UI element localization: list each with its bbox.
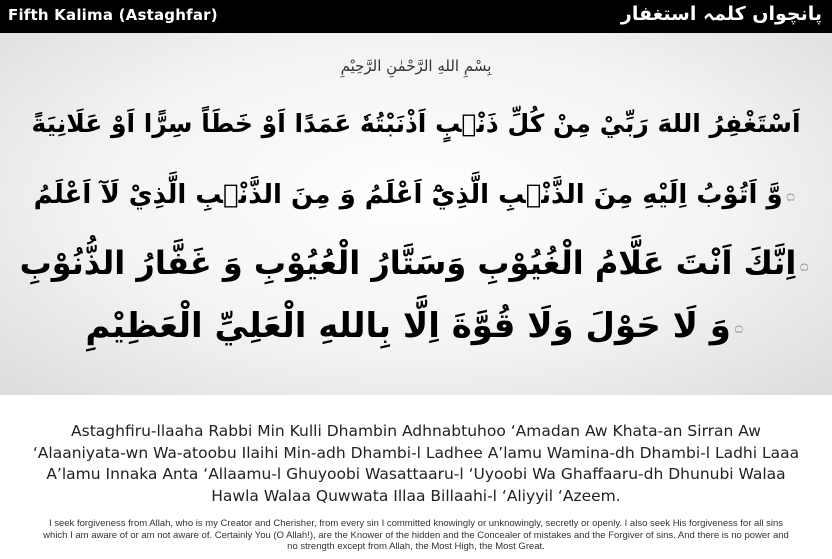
arabic-line-3-text: اِنَّكَ اَنْتَ عَلَّامُ الْغُيُوْبِ وَسَتَّارُ الْعُيُوْبِ وَ غَفَّارُ الذُّنُوْبِ <box>19 244 797 282</box>
page-title-urdu: پانچواں کلمہ استغفار <box>620 3 822 25</box>
ayah-end-icon: ۝ <box>800 257 808 273</box>
arabic-line-3 <box>19 244 812 282</box>
bismillah-text: بِسْمِ اللهِ الرَّحْمٰنِ الرَّحِيْمِ <box>340 57 492 75</box>
arabic-line-1-text: اَسْتَغْفِرُ اللهَ رَبِّيْ مِنْ كُلِّ ذَنْۢبٍ اَذْنَبْتُهٗ عَمَدًا اَوْ خَطَاً سِرًّا اَوْ عَلَانِيَةً <box>31 109 801 138</box>
arabic-line-2 <box>20 182 812 208</box>
arabic-calligraphy-panel <box>0 33 832 395</box>
arabic-line-4-text: وَ لَا حَوْلَ وَلَا قُوَّةَ اِلَّا بِاللهِ الْعَلِيِّ الْعَظِيْمِ <box>85 306 731 346</box>
arabic-line-4 <box>20 306 812 346</box>
header-bar <box>0 0 832 33</box>
english-translation-text: I seek forgiveness from Allah, who is my Creator and Cherisher, from every sin I committed knowingly or unknowingly, secretly or openly. I also seek His forgiveness for all sins which I am aware of or am not aware of. Certainly You (O Allah!), are the Knower of the hidden and the Concealer of mistakes and the Forgiver of sins. And there is no power and no strength except from Allah, the Most High, the Most Great. <box>43 518 789 552</box>
transliteration-text: Astaghfiru-llaaha Rabbi Min Kulli Dhambin Adhnabtuhoo ‘Amadan Aw Khata-an Sirran Aw ‘Alaaniyata-wn Wa-atoobu Ilaihi Min-adh Dhambi-l Ladhee A’lamu Wamina-dh Dhambi-l Ladhi Laaa A’lamu Innaka Anta ‘Allaamu-l Ghuyoobi Wasattaaru-l ‘Uyoobi Wa Ghaffaaru-dh Dhunubi Walaa Hawla Walaa Quwwata Illaa Billaahi-l ‘Aliyyil ‘Azeem. <box>32 422 800 505</box>
arabic-line-1 <box>20 111 812 136</box>
arabic-line-2-text: وَّ اَتُوْبُ اِلَيْهِ مِنَ الذَّنْۢبِ الَّذِيْٓ اَعْلَمُ وَ مِنَ الذَّنْۢبِ الَّذِيْ لَآ اَعْلَمُ <box>33 180 783 210</box>
ayah-end-icon: ۝ <box>786 188 795 203</box>
ayah-end-icon: ۝ <box>734 320 743 335</box>
page-title-english: Fifth Kalima (Astaghfar) <box>8 6 218 24</box>
